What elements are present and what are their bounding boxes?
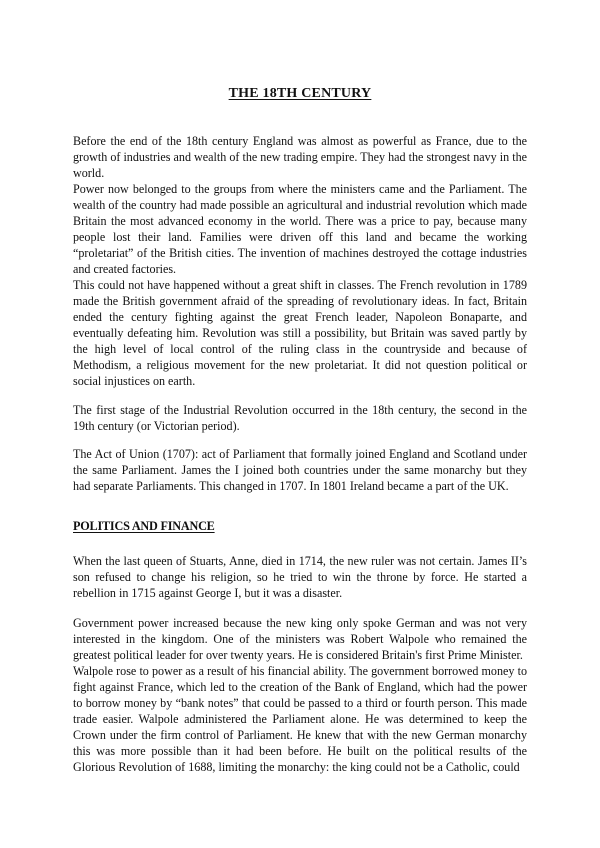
intro-paragraph-1: Before the end of the 18th century England was almost as powerful as France, due to the growth of industries and wealth of the new trading empire. They had the strongest navy in the world. (73, 134, 527, 180)
intro-paragraph-2: Power now belonged to the groups from where the ministers came and the Parliament. The wealth of the country had made possible an agricultural and industrial revolution which made Britain the most advanced economy in the world. There was a price to pay, because many people lost their land. Families were driven off this land and became the working “proletariat” of the British cities. The invention of machines destroyed the cottage industries and created factories. (73, 182, 527, 276)
section-heading-politics-finance: POLITICS AND FINANCE (73, 519, 215, 533)
intro-section (73, 133, 527, 389)
walpole-paragraph-1: Government power increased because the new king only spoke German and was not very interested in the kingdom. One of the ministers was Robert Walpole who remained the greatest political leader for over twenty years. He is considered Britain's first Prime Minister. (73, 616, 527, 662)
walpole-section (73, 615, 527, 775)
walpole-paragraph-2: Walpole rose to power as a result of his financial ability. The government borrowed money to fight against France, which led to the creation of the Bank of England, which had the power to borrow money by “bank notes” that could be passed to a third or fourth person. This made trade easier. Walpole administered the Parliament alone. He was determined to keep the Crown under the firm control of Parliament. He knew that with the new German monarchy this was more possible than it had been before. He built on the political results of the Glorious Revolution of 1688, limiting the monarchy: the king could not be a Catholic, could (73, 664, 527, 774)
stuarts-paragraph: When the last queen of Stuarts, Anne, died in 1714, the new ruler was not certain. James II’s son refused to change his religion, so he tried to win the throne by force. He started a rebellion in 1715 against George I, but it was a disaster. (73, 554, 527, 600)
industrial-revolution-paragraph: The first stage of the Industrial Revolution occurred in the 18th century, the second in the 19th century (or Victorian period). (73, 403, 527, 433)
act-of-union-paragraph: The Act of Union (1707): act of Parliament that formally joined England and Scotland under the same Parliament. James the I joined both countries under the same monarchy but they had separate Parliaments. This changed in 1707. In 1801 Ireland became a part of the UK. (73, 447, 527, 493)
page-title: THE 18TH CENTURY (228, 86, 372, 101)
intro-paragraph-3: This could not have happened without a great shift in classes. The French revolution in 1789 made the British government afraid of the spreading of revolutionary ideas. In fact, Britain ended the century fighting against the great French leader, Napoleon Bonaparte, and eventually defeating him. Revolution was still a possibility, but Britain was saved partly by the high level of local control of the ruling class in the countryside and because of Methodism, a religious movement for the new proletariat. It did not question political or social injustices on earth. (73, 278, 527, 388)
